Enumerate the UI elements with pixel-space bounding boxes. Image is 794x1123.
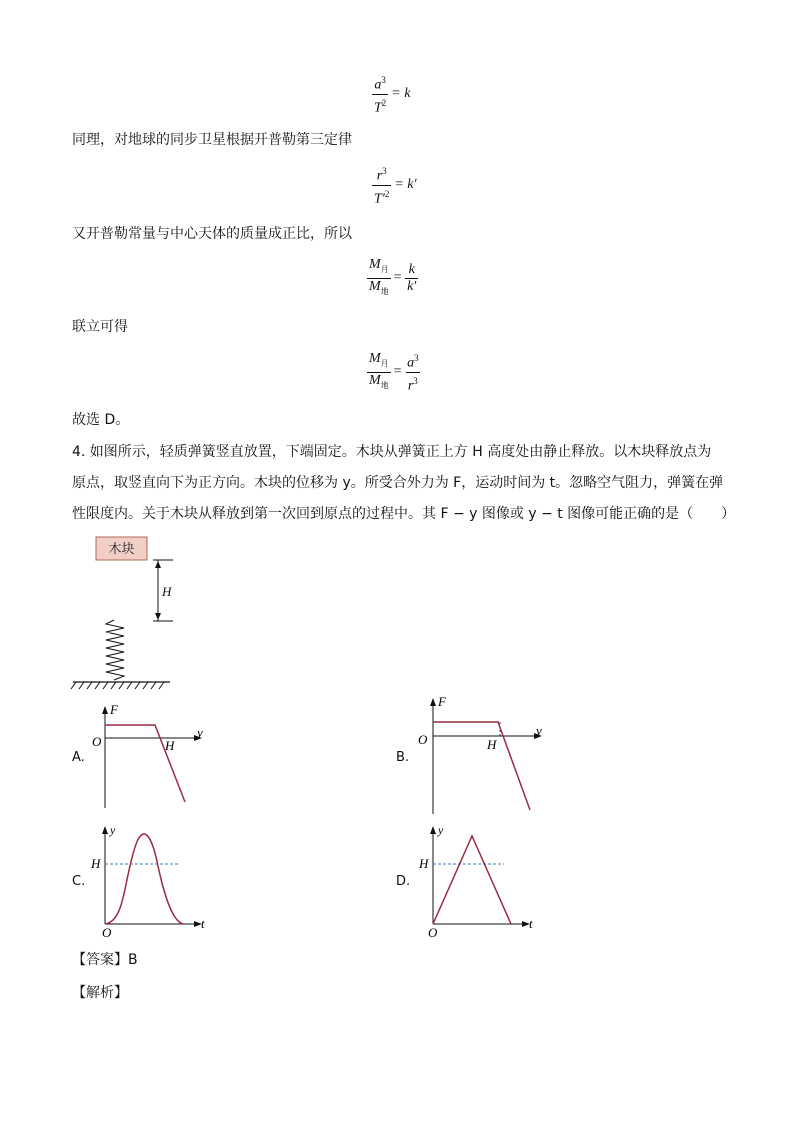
y-t-curve xyxy=(105,834,183,924)
option-d-label: D. xyxy=(396,874,411,889)
f-axis-arrow-icon xyxy=(430,698,436,706)
height-arrow-down-icon xyxy=(155,613,161,620)
option-b-graph xyxy=(416,692,551,817)
height-label: H xyxy=(162,584,172,599)
f-axis-arrow-icon xyxy=(102,706,108,714)
origin-label: O xyxy=(418,732,428,747)
t-axis-label: t xyxy=(201,916,205,931)
t-axis-label: t xyxy=(529,916,533,931)
f-axis-label: F xyxy=(438,694,446,709)
question-line-3: 性限度内。关于木块从释放到第一次回到原点的过程中。其 F − y 图像或 y − t 图像可能正确的是（ ） xyxy=(72,506,736,522)
wood-block-label: 木块 xyxy=(108,542,135,557)
h-mark-label: H xyxy=(165,738,175,753)
h-mark-label: H xyxy=(487,737,497,752)
f-y-curve xyxy=(433,722,530,810)
origin-label: O xyxy=(92,734,102,749)
paragraph-1: 同理，对地球的同步卫星根据开普勒第三定律 xyxy=(72,132,352,148)
equation-mass-ratio-result: $\frac{M_月}{M_地}$ = $\frac{a^3}{r^3}$ xyxy=(369,350,419,394)
answer-line: 【答案】B xyxy=(72,952,138,968)
option-c-graph xyxy=(88,820,218,940)
y-axis-label: y xyxy=(438,823,444,837)
question-line-1: 4. 如图所示，轻质弹簧竖直放置，下端固定。木块从弹簧正上方 H 高度处由静止释放。以木块释放点为 xyxy=(72,444,712,460)
option-d-graph xyxy=(416,820,546,940)
equation-kepler-earth: $\frac{r^3}{T'^2}$ = k′ xyxy=(374,166,417,207)
f-axis-label: F xyxy=(110,702,118,717)
option-b-label: B. xyxy=(396,750,410,765)
option-a-label: A. xyxy=(72,750,85,765)
question-line-2: 原点，取竖直向下为正方向。木块的位移为 y。所受合外力为 F，运动时间为 t。忽略空气阻力，弹簧在弹 xyxy=(72,475,724,491)
origin-label: O xyxy=(102,925,112,940)
y-axis-label: y xyxy=(110,823,116,837)
h-mark-label: H xyxy=(91,856,101,871)
y-axis-arrow-icon xyxy=(430,826,436,834)
paragraph-2: 又开普勒常量与中心天体的质量成正比，所以 xyxy=(72,226,352,242)
paragraph-3: 联立可得 xyxy=(72,319,128,335)
y-axis-label: y xyxy=(197,725,203,740)
origin-label: O xyxy=(428,925,438,940)
equation-kepler-moon: $\frac{a^3}{T^2}$ = k xyxy=(374,75,411,116)
spring-figure xyxy=(68,530,188,695)
y-t-curve xyxy=(433,836,511,924)
f-y-curve xyxy=(105,725,185,802)
paragraph-4: 故选 D。 xyxy=(72,412,130,428)
equation-mass-ratio-k: $\frac{M_月}{M_地}$ = $\frac{k}{k'}$ xyxy=(367,257,418,300)
spring-coil xyxy=(106,620,124,680)
ground-hatching xyxy=(71,682,164,689)
h-mark-label: H xyxy=(419,856,429,871)
y-axis-label: y xyxy=(536,723,542,738)
option-c-label: C. xyxy=(72,874,86,889)
option-a-graph xyxy=(88,700,218,812)
height-arrow-up-icon xyxy=(155,561,161,568)
y-axis-arrow-icon xyxy=(102,826,108,834)
analysis-heading: 【解析】 xyxy=(72,985,128,1001)
